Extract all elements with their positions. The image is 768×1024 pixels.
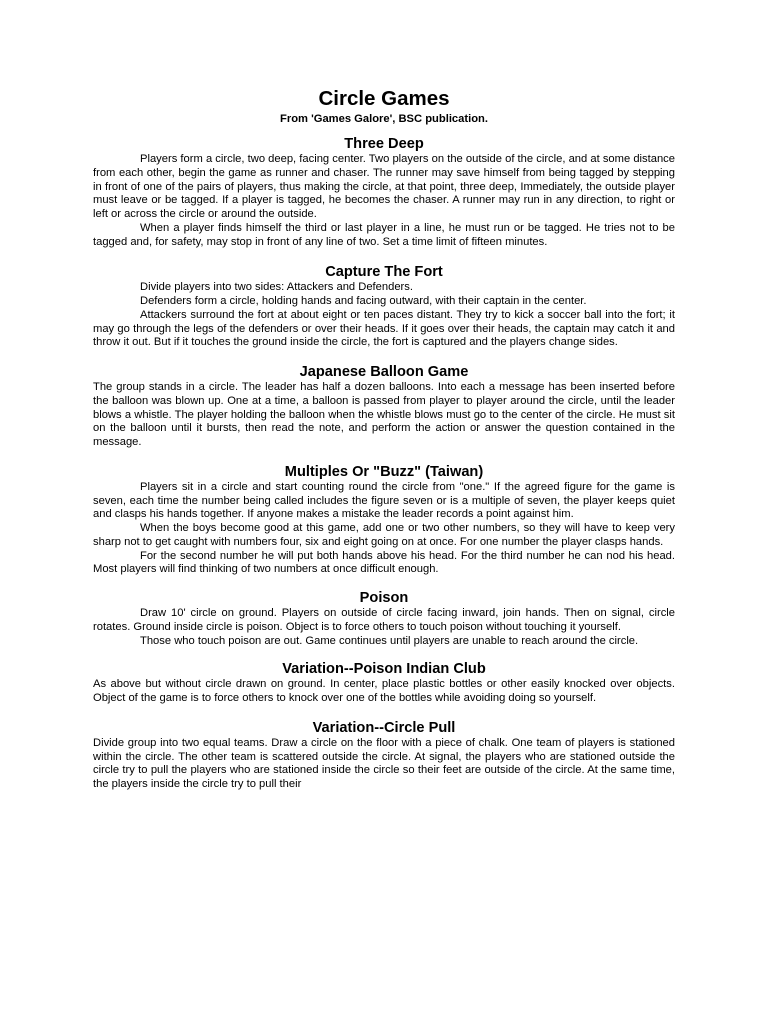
paragraph: When a player finds himself the third or last player in a line, he must run or be tagged. He tries not to be tagged and, for safety, may stop in front of any line of two. Set a time limit of fifteen minutes. <box>93 221 675 248</box>
document-page <box>93 87 675 806</box>
section-japanese-balloon-game <box>93 364 675 450</box>
paragraph: Players sit in a circle and start counting round the circle from "one." If the agreed figure for the game is seven, each time the number being called includes the figure seven or is a multiple of seven, the player keeps quiet and clasps his hands together. If anyone makes a mistake the leader records a point against him. <box>93 480 675 521</box>
paragraph: Those who touch poison are out. Game continues until players are unable to reach around the circle. <box>140 634 639 647</box>
paragraph: When the boys become good at this game, add one or two other numbers, so they will have to keep very sharp not to get caught with numbers four, six and eight going on at once. For one number the player clasps hands. <box>93 522 675 548</box>
section-heading: Japanese Balloon Game <box>299 364 469 380</box>
section-multiples-buzz <box>93 464 675 577</box>
section-heading: Three Deep <box>344 136 424 152</box>
section-heading: Variation--Poison Indian Club <box>282 661 486 678</box>
paragraph: Players form a circle, two deep, facing center. Two players on the outside of the circle, and at some distance from each other, begin the game as runner and chaser. The runner may save himself from being tagged by stepping in front of one of the pairs of players, thus making the circle, at that point, three deep, Immediately, the outside player must leave or be tagged. If a player is tagged, he becomes the chaser. A runner may run in any direction, to right or left or across the circle or around the outside. <box>93 153 675 220</box>
paragraph: Defenders form a circle, holding hands and facing outward, with their captain in the center. <box>140 295 587 307</box>
document-subtitle: From 'Games Galore', BSC publication. <box>280 113 488 125</box>
paragraph: As above but without circle drawn on ground. In center, place plastic bottles or other easily knocked over objects. Object of the game is to force others to knock over one of the bottles while avoiding doing so yourself. <box>93 678 675 704</box>
section-heading: Multiples Or "Buzz" (Taiwan) <box>284 463 484 480</box>
section-heading: Capture The Fort <box>325 264 443 281</box>
section-poison <box>93 590 675 648</box>
paragraph: Divide players into two sides: Attackers and Defenders. <box>140 281 413 294</box>
paragraph: For the second number he will put both hands above his head. For the third number he can nod his head. Most players will find thinking of two numbers at once difficult enough. <box>93 549 675 576</box>
section-three-deep <box>93 136 675 249</box>
page-cutoff <box>93 737 675 806</box>
section-heading: Poison <box>359 590 409 606</box>
section-variation-circle-pull <box>93 720 675 806</box>
paragraph: Draw 10' circle on ground. Players on outside of circle facing inward, join hands. Then on signal, circle rotates. Ground inside circle is poison. Object is to force others to touch poison without touching it yourself. <box>93 607 675 633</box>
paragraph: Attackers surround the fort at about eight or ten paces distant. They try to kick a soccer ball into the fort; it may go through the legs of the defenders or over their heads. If it goes over their heads, the captain may catch it and throw it out. But if it touches the ground inside the circle, the fort is captured and the players change sides. <box>93 308 675 349</box>
document-title: Circle Games <box>318 87 450 110</box>
section-heading: Variation--Circle Pull <box>312 719 456 736</box>
paragraph: The group stands in a circle. The leader has half a dozen balloons. Into each a message has been inserted before the balloon was blown up. One at a time, a balloon is passed from player to player around the circle, until the leader blows a whistle. The player holding the balloon when the whistle blows must go to the center of the circle. He must sit on the balloon until it bursts, then read the note, and perform the action or answer the question contained in the message. <box>93 381 675 448</box>
paragraph: Divide group into two equal teams. Draw a circle on the floor with a piece of chalk. One team of players is stationed within the circle. The other team is scattered outside the circle. At signal, the players who are stationed outside the circle try to pull the players who are stationed inside the circle so their feet are outside of the circle. At the same time, the players inside the circle try to pull their <box>93 736 675 790</box>
section-capture-the-fort <box>93 264 675 350</box>
section-variation-poison-indian-club <box>93 661 675 706</box>
